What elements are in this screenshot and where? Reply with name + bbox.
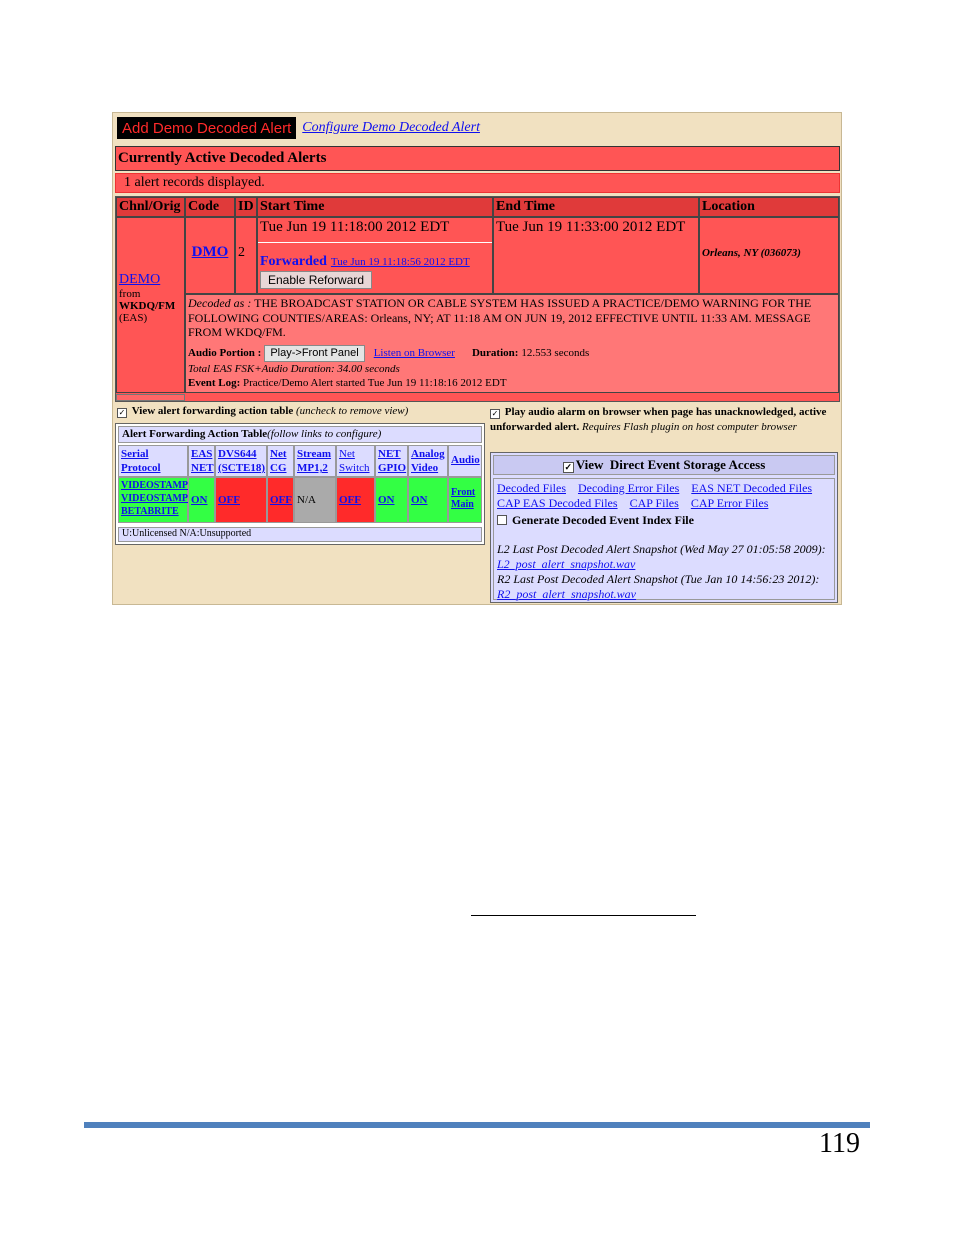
code-cell xyxy=(185,217,235,294)
fw-netcg-value xyxy=(267,477,294,523)
audio-row xyxy=(188,345,836,362)
fw-link-netswitch[interactable]: Net Switch xyxy=(339,448,370,474)
fw-dvs644-value xyxy=(215,477,267,523)
audio-front-main-link[interactable]: Front Main xyxy=(451,487,476,510)
play-audio-checkbox[interactable]: ✓ xyxy=(491,409,499,418)
header-start-time: Start Time xyxy=(257,197,493,217)
alert-count: 1 alert records displayed. xyxy=(115,173,840,193)
play-front-panel-button[interactable]: Play->Front Panel xyxy=(264,345,364,362)
active-alerts-title: Currently Active Decoded Alerts xyxy=(115,146,840,171)
play-audio-label: Play audio alarm on browser when page has unacknowledged, active unforwarded alert. xyxy=(490,406,827,433)
netswitch-off-link[interactable]: OFF xyxy=(339,494,361,506)
alert-detail-cell xyxy=(185,294,839,393)
header-code: Code xyxy=(185,197,235,217)
listen-on-browser-link[interactable]: Listen on Browser xyxy=(373,346,455,359)
betabrite-link[interactable]: BETABRITE xyxy=(121,506,179,517)
fw-netgpio-value xyxy=(375,477,408,523)
channel-station: WKDQ/FM xyxy=(119,300,176,312)
cap-files-link[interactable]: CAP Files xyxy=(629,496,679,510)
header-chnl-orig: Chnl/Orig xyxy=(116,197,185,217)
fw-analog-value xyxy=(408,477,448,523)
duration-value: 12.553 seconds xyxy=(521,346,590,359)
generate-index-checkbox[interactable] xyxy=(497,515,507,525)
l2-snapshot-link[interactable]: L2_post_alert_snapshot.wav xyxy=(497,557,636,571)
channel-from: from xyxy=(119,288,141,300)
play-audio-hint: Requires Flash plugin on host computer browser xyxy=(581,421,797,433)
fw-header-analog xyxy=(408,445,448,477)
eas-net-decoded-files-link[interactable]: EAS NET Decoded Files xyxy=(691,481,813,495)
fw-link-analog[interactable]: Analog Video xyxy=(411,448,445,474)
blank-line-rule xyxy=(471,915,696,916)
fw-audio-value xyxy=(448,477,482,523)
forwarding-table xyxy=(115,423,485,545)
screenshot-panel xyxy=(112,112,842,605)
forwarding-title-hint: (follow links to configure) xyxy=(267,428,382,440)
fw-header-serial xyxy=(118,445,188,477)
fw-link-serial[interactable]: Serial Protocol xyxy=(121,448,161,474)
configure-demo-alert-link[interactable]: Configure Demo Decoded Alert xyxy=(302,120,480,135)
decoded-files-link[interactable]: Decoded Files xyxy=(497,481,566,495)
dmo-code-link[interactable]: DMO xyxy=(191,244,229,260)
desa-title xyxy=(493,455,835,475)
fw-link-easnet[interactable]: EAS NET xyxy=(191,448,214,474)
fw-header-stream xyxy=(294,445,336,477)
forwarded-row xyxy=(258,243,492,270)
total-duration: Total EAS FSK+Audio Duration: 34.00 seconds xyxy=(188,362,400,375)
desa-title-text: View Direct Event Storage Access xyxy=(575,457,766,472)
forwarded-time-link[interactable]: Tue Jun 19 11:18:56 2012 EDT xyxy=(330,256,470,268)
l2-snapshot-text: L2 Last Post Decoded Alert Snapshot (Wed May 27 01:05:58 2009): xyxy=(497,542,826,556)
id-cell: 2 xyxy=(235,217,257,294)
decoded-label: Decoded as : xyxy=(188,296,252,310)
fw-link-netgpio[interactable]: NET GPIO xyxy=(378,448,407,474)
header-id: ID xyxy=(235,197,257,217)
view-forwarding-checkbox[interactable]: ✓ xyxy=(118,408,126,417)
location-cell: Orleans, NY (036073) xyxy=(699,217,839,294)
fw-stream-value: N/A xyxy=(294,477,336,523)
event-log-text: Practice/Demo Alert started Tue Jun 19 11:18:16 2012 EDT xyxy=(243,377,507,389)
page-number: 119 xyxy=(819,1128,860,1159)
enable-reforward-button[interactable]: Enable Reforward xyxy=(260,271,372,289)
audio-label: Audio Portion : xyxy=(188,346,262,359)
forwarding-title-text: Alert Forwarding Action Table xyxy=(122,428,268,440)
page-footer-rule xyxy=(84,1122,870,1128)
fw-header-audio xyxy=(448,445,482,477)
event-log-row xyxy=(188,376,836,391)
netcg-off-link[interactable]: OFF xyxy=(270,494,292,506)
fw-netswitch-value xyxy=(336,477,375,523)
fw-link-audio[interactable]: Audio xyxy=(451,454,480,466)
desa-links-row1 xyxy=(497,481,831,496)
alert-table xyxy=(115,196,840,402)
demo-channel-link[interactable]: DEMO xyxy=(119,272,161,287)
analog-on-link[interactable]: ON xyxy=(411,494,428,506)
start-time-cell xyxy=(257,217,493,294)
add-demo-alert-button[interactable]: Add Demo Decoded Alert xyxy=(117,117,296,139)
duration-label: Duration: xyxy=(471,346,519,359)
view-forwarding-hint: (uncheck to remove view) xyxy=(296,405,409,417)
fw-header-netgpio xyxy=(375,445,408,477)
fw-header-dvs644 xyxy=(215,445,267,477)
header-location: Location xyxy=(699,197,839,217)
forwarded-label: Forwarded xyxy=(260,254,327,269)
fw-link-dvs644[interactable]: DVS644 (SCTE18) xyxy=(218,448,266,474)
end-time-cell: Tue Jun 19 11:33:00 2012 EDT xyxy=(493,217,699,294)
dvs644-off-link[interactable]: OFF xyxy=(218,494,240,506)
fw-serial-cell xyxy=(118,477,188,523)
r2-snapshot-link[interactable]: R2_post_alert_snapshot.wav xyxy=(497,587,637,601)
forwarding-note: U:Unlicensed N/A:Unsupported xyxy=(118,527,482,542)
fw-header-netcg xyxy=(267,445,294,477)
videostamp-link-1[interactable]: VIDEOSTAMP xyxy=(121,480,189,491)
fw-easnet-value xyxy=(188,477,215,523)
fw-header-easnet xyxy=(188,445,215,477)
l2-snapshot xyxy=(497,542,831,572)
desa-body xyxy=(493,478,835,600)
easnet-on-link[interactable]: ON xyxy=(191,494,208,506)
start-time: Tue Jun 19 11:18:00 2012 EDT xyxy=(258,218,492,243)
fw-header-netswitch xyxy=(336,445,375,477)
videostamp-link-2[interactable]: VIDEOSTAMP xyxy=(121,493,189,504)
decoded-text: THE BROADCAST STATION OR CABLE SYSTEM HAS ISSUED A PRACTICE/DEMO WARNING FOR THE FOLLOWING COUNTIES/AREAS: Orleans, NY; AT 11:18 AM ON JUN 19, 2012 EFFECTIVE UNTIL 11:33 AM. MESSAGE FROM WKDQ/FM. xyxy=(188,296,812,339)
r2-snapshot xyxy=(497,572,831,602)
netgpio-on-link[interactable]: ON xyxy=(378,494,395,506)
event-log-label: Event Log: xyxy=(188,377,241,389)
channel-cell xyxy=(116,217,185,393)
fw-link-netcg[interactable]: Net CG xyxy=(270,448,287,474)
direct-event-storage-panel xyxy=(490,452,838,603)
cap-eas-decoded-files-link[interactable]: CAP EAS Decoded Files xyxy=(497,496,618,510)
play-audio-option xyxy=(490,405,840,435)
r2-snapshot-text: R2 Last Post Decoded Alert Snapshot (Tue Jan 10 14:56:23 2012): xyxy=(497,572,820,586)
spacer-cell xyxy=(116,394,185,401)
generate-index-row xyxy=(497,513,831,528)
generate-index-label: Generate Decoded Event Index File xyxy=(512,513,694,527)
cap-error-files-link[interactable]: CAP Error Files xyxy=(690,496,769,510)
decoded-text-row xyxy=(188,296,836,340)
desa-checkbox[interactable]: ✓ xyxy=(564,462,572,472)
forwarding-table-title xyxy=(118,426,482,443)
channel-type: (EAS) xyxy=(119,312,148,324)
fw-link-stream[interactable]: Stream MP1,2 xyxy=(297,448,332,474)
toolbar xyxy=(117,117,480,139)
decoding-error-files-link[interactable]: Decoding Error Files xyxy=(577,481,680,495)
header-end-time: End Time xyxy=(493,197,699,217)
view-forwarding-option xyxy=(117,405,487,418)
desa-links-row2 xyxy=(497,496,831,511)
view-forwarding-label: View alert forwarding action table xyxy=(131,405,294,417)
